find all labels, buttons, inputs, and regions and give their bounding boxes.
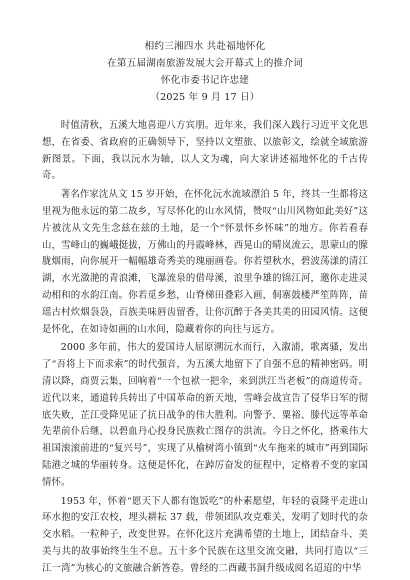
document-subtitle: 在第五届湖南旅游发展大会开幕式上的推介词 <box>107 58 303 69</box>
body-paragraph: 2000 多年前，伟大的爱国诗人屈原溯沅水而行，入溆浦，歌离骚，发出了“吾将上下而求索”的时代强音，为五溪大地留下了自强不息的精神密码。明清以降，商贾云集，回响着“一个包袱一把伞，来到洪江当老板”的商道传奇。近代以来，通道转兵转出了中国革命的新天地，雪峰会战宣告了侵华日军的彻底失败，芷江受降见证了抗日战争的伟大胜利。向警予、粟裕、滕代远等革命先辈前仆后继，以碧血丹心投身民族救亡图存的洪流。今日之怀化，搭乘伟大祖国滚滚前进的“复兴号”，实现了从榆树湾小镇到“火车拖来的城市”再到国际陆港之城的华丽转身。这便是怀化，在踔厉奋发的征程中，定格着不变的家国情怀。 <box>42 342 368 488</box>
document-author: 怀化市委书记许忠建 <box>160 75 250 86</box>
document-body <box>42 118 368 578</box>
body-paragraph: 1953 年，怀着“愿天下人都有饱饭吃”的朴素愿望，年轻的袁隆平走进山环水抱的安江农校，埋头耕耘 37 载，带领团队攻克难关，发明了划时代的杂交水稻。一粒种子，改变世界。在怀化这片充满希望的土地上，团结奋斗、美美与共的故事始终生生不息。五十多个民族在这里交流交融，共同打造以“三江一湾”为核心的文旅融合新答卷。曾经的二酉藏书洞升级成阅名迢迢的中华 <box>42 495 368 574</box>
body-paragraph: 著名作家沈从文 15 岁开始，在怀化沅水流域漂泊 5 年，终其一生都将这里视为他永远的第二故乡，写尽怀化的山水风情，赞叹“山川风物如此美好”这片被沈从文先生念兹在兹的土地，是一个“怀景怀乡怀味”的地方。你若看春山，雪峰山的巍峨挺拔，万佛山的丹霞峰林，西晃山的晴岚流云，思蒙山的朦胧烟雨，向你展开一幅幅雄奇秀美的瑰丽画卷。你若望秋水，碧波荡漾的清江湖，水光潋滟的青浪滩，飞瀑流泉的借母溪，浪里争雄的锦江河，邀你走进灵动相和的水韵江南。你若觅乡愁，山脊梯田叠彩入画，侗寨鼓楼严笙阵阵，苗瑶古村炊烟袅袅，百族美味唇齿留香，让你沉醉于各美其美的田园风情。这便是怀化，在如诗如画的山水间，隐藏着你的向往与远方。 <box>42 189 368 335</box>
document-title: 相约三湘四水 共赴福地怀化 <box>144 41 266 52</box>
body-paragraph: 时值清秋，五溪大地喜迎八方宾朋。近年来，我们深入践行习近平文化思想，在省委、省政府的正确领导下，坚持以文塑旅、以旅彰文，绘就全域旅游新图景。下面，我以沅水为轴，以人文为魂，向大家讲述福地怀化的千古传奇。 <box>42 120 368 182</box>
document-header <box>42 38 368 106</box>
document-date: （2025 年 9 月 17 日） <box>150 92 260 103</box>
